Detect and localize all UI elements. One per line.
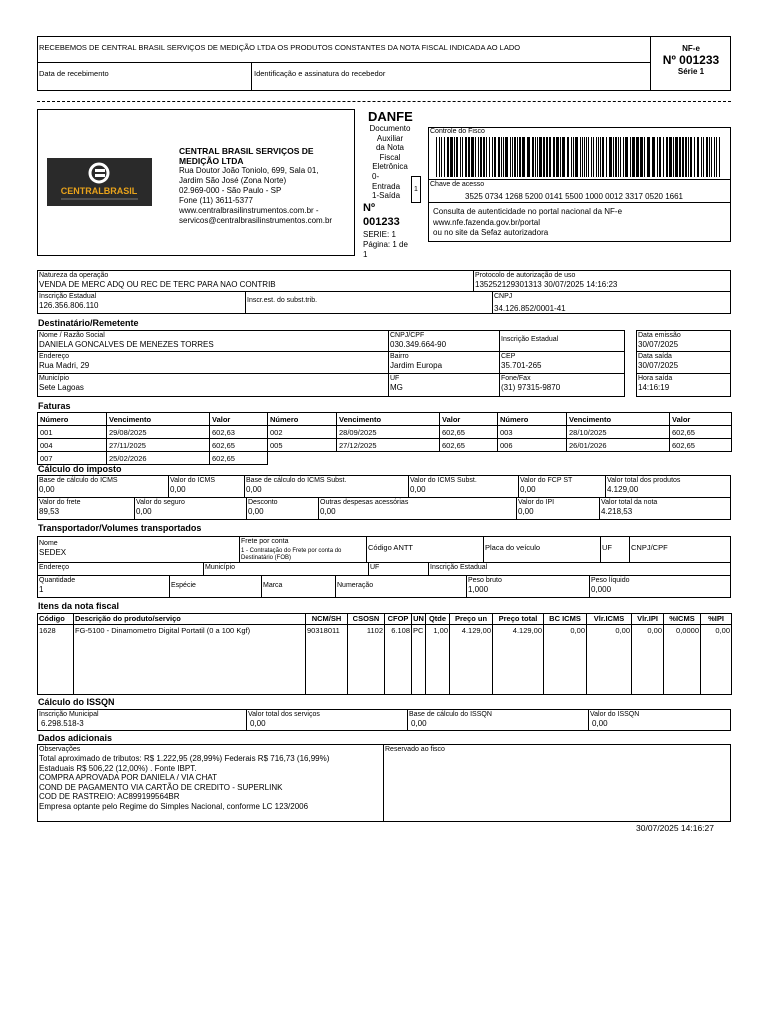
item-cell: 0,00: [544, 625, 587, 637]
observacao-line: Empresa optante pelo Regime do Simples Nacional, conforme LC 123/2006: [39, 801, 309, 811]
entrada-code: 0-: [372, 172, 380, 181]
canhoto-serie: Série 1: [677, 67, 705, 76]
issqn-value: 6.298.518-3: [41, 719, 84, 728]
dest-nome-value: DANIELA GONCALVES DE MENEZES TORRES: [39, 340, 214, 349]
transp-especie-cell: [169, 575, 262, 598]
transp-frete-value2: Destinatário (FOB): [241, 555, 292, 561]
transp-endereco-cell: [37, 562, 204, 576]
transp-uf-label: UF: [602, 543, 612, 552]
fatura-cell: 602,65: [440, 439, 498, 452]
imposto-label: Base de cálculo do ICMS Subst.: [246, 477, 347, 484]
transp-frete-cell: [239, 536, 367, 563]
fatura-cell: [670, 452, 732, 465]
issqn-cell: [37, 709, 247, 731]
danfe-serie: SERIE: 1: [363, 230, 396, 239]
imposto-value: 0,00: [39, 485, 55, 494]
item-cell: 0,00: [587, 625, 632, 637]
fatura-header: Número: [268, 413, 337, 426]
dest-uf-label: UF: [390, 375, 400, 382]
item-cell: 1102: [348, 625, 385, 637]
table-row: [38, 452, 732, 465]
transp-marca-label: Marca: [263, 582, 283, 589]
fatura-cell: 003: [498, 426, 567, 439]
emitente-line: Fone (11) 3611-5377: [179, 196, 253, 205]
transp-placa-cell: [483, 536, 601, 563]
transp-pliq-value: 0,000: [591, 585, 612, 594]
dest-saida-value: 30/07/2025: [638, 361, 679, 370]
danfe-pagina-total: 1: [363, 250, 368, 259]
transp-ie-cell: [428, 562, 731, 576]
imposto-label: Base de cálculo do ICMS: [39, 477, 118, 484]
fatura-cell: 602,65: [670, 426, 732, 439]
item-cell: 90318011: [306, 625, 348, 637]
transp-municipio-label: Município: [205, 564, 235, 571]
observacoes-cell: [37, 744, 384, 822]
imposto-cell: [37, 475, 169, 498]
fatura-cell: 26/01/2026: [567, 439, 670, 452]
fatura-header: Vencimento: [107, 413, 210, 426]
danfe-title: DANFE: [368, 109, 413, 124]
transp-antt-cell: [366, 536, 484, 563]
transp-uf2-label: UF: [370, 564, 380, 571]
transp-nome-cell: [37, 536, 240, 563]
imposto-value: 0,00: [518, 507, 534, 516]
dest-endereco-cell: [37, 351, 389, 374]
imposto-title: Cálculo do imposto: [38, 464, 122, 474]
dest-cep-label: CEP: [501, 353, 516, 360]
observacao-line: Estaduais R$ 506,22 (12,00%) . Fonte IBPT.: [39, 763, 197, 773]
imposto-cell: [599, 497, 731, 520]
fatura-cell: 602,65: [210, 439, 268, 452]
issqn-cell: [246, 709, 408, 731]
observacao-line: COND DE PAGAMENTO VIA CARTÃO DE CREDITO - SUPERLINK: [39, 782, 283, 792]
transp-numeracao-label: Numeração: [337, 582, 374, 589]
reservado-fisco-cell: [383, 744, 731, 822]
imposto-cell: [518, 475, 606, 498]
dest-nome-label: Nome / Razão Social: [39, 332, 105, 339]
reservado-fisco-label: Reservado ao fisco: [385, 746, 445, 753]
item-header: Código: [38, 614, 74, 625]
imposto-label: Valor do seguro: [136, 499, 185, 506]
imposto-value: 4.218,53: [601, 507, 633, 516]
observacoes-label: Observações: [39, 746, 81, 753]
tipo-box: 1: [411, 176, 421, 203]
company-logo: [47, 158, 152, 206]
dest-uf-value: MG: [390, 383, 403, 392]
emitente-line: Jardim São José (Zona Norte): [179, 176, 287, 185]
consulta-link[interactable]: www.nfe.fazenda.gov.br/portal: [433, 217, 541, 227]
dest-cpf-value: 030.349.664-90: [390, 340, 447, 349]
fatura-cell: [337, 452, 440, 465]
fatura-cell: 28/09/2025: [337, 426, 440, 439]
dest-ie-cell: [499, 330, 625, 352]
dest-municipio-cell: [37, 373, 389, 397]
item-cell: FG-5100 - Dinamometro Digital Portatil (0 a 100 Kgf): [74, 625, 306, 637]
emitente-line: Rua Doutor João Toniolo, 699, Sala 01,: [179, 166, 319, 175]
faturas-table: [37, 412, 732, 465]
imposto-value: 4.129,00: [607, 485, 639, 494]
ie-value: 126.356.806.110: [39, 301, 99, 310]
dest-nome-cell: [37, 330, 389, 352]
protocolo-label: Protocolo de autorização de uso: [475, 272, 576, 279]
fatura-cell: 001: [38, 426, 107, 439]
imposto-label: Valor do IPI: [518, 499, 555, 506]
barcode: [436, 137, 723, 177]
dest-bairro-cell: [388, 351, 500, 374]
observacoes-text: [38, 754, 383, 811]
fatura-header: Valor: [670, 413, 732, 426]
transp-pbruto-cell: [466, 575, 590, 598]
transp-especie-label: Espécie: [171, 582, 196, 589]
dest-municipio-value: Sete Lagoas: [39, 383, 84, 392]
receive-date-label: Data de recebimento: [39, 69, 109, 78]
cnpj-label: CNPJ: [494, 293, 513, 300]
fatura-cell: 602,65: [440, 426, 498, 439]
entrada-label: Entrada: [372, 181, 401, 191]
item-cell: 6.108: [385, 625, 412, 637]
dest-endereco-value: Rua Madri, 29: [39, 361, 90, 370]
transp-pliq-cell: [589, 575, 731, 598]
item-header: Preço un: [450, 614, 493, 625]
transp-qtd-cell: [37, 575, 170, 598]
barcode-icon: [436, 137, 723, 177]
imposto-label: Outras despesas acessórias: [320, 499, 409, 506]
imposto-label: Valor do frete: [39, 499, 81, 506]
dest-cpf-label: CNPJ/CPF: [390, 332, 425, 339]
ie-label: Inscrição Estadual: [39, 293, 97, 300]
fatura-cell: [498, 452, 567, 465]
imposto-label: Valor total da nota: [601, 499, 658, 506]
adicionais-title: Dados adicionais: [38, 733, 113, 743]
dest-ie-label: Inscrição Estadual: [501, 336, 559, 343]
iest-label: Inscr.est. do subst.trib.: [247, 297, 318, 304]
dest-cpf-cell: [388, 330, 500, 352]
item-header: NCM/SH: [306, 614, 348, 625]
item-cell: 0,00: [632, 625, 664, 637]
fatura-cell: 25/02/2026: [107, 452, 210, 465]
transp-cnpj-cell: [629, 536, 731, 563]
canhoto-numero: Nº 001233: [662, 53, 720, 67]
imposto-cell: [244, 475, 409, 498]
dest-bairro-label: Bairro: [390, 353, 409, 360]
issqn-label: Inscrição Municipal: [39, 711, 99, 718]
imposto-value: 0,00: [520, 485, 536, 494]
imposto-cell: [605, 475, 731, 498]
danfe-pagina: Página: 1 de: [363, 240, 408, 249]
chave-cell: [428, 179, 731, 203]
fatura-cell: 28/10/2025: [567, 426, 670, 439]
dest-endereco-label: Endereço: [39, 353, 69, 360]
imposto-cell: [246, 497, 319, 520]
item-cell: 1,00: [426, 625, 450, 637]
item-header: CFOP: [385, 614, 412, 625]
transp-uf-cell: [600, 536, 630, 563]
dest-hora-value: 14:16:19: [638, 383, 670, 392]
central-brasil-logo-icon: [47, 158, 152, 206]
dest-fone-label: Fone/Fax: [501, 375, 531, 382]
item-cell: 0,0000: [664, 625, 701, 637]
table-filler-row: [38, 636, 732, 695]
observacao-line: COD DE RASTREIO: AC899199564BR: [39, 792, 180, 801]
consulta-line: Consulta de autenticidade no portal nacional da NF-e: [433, 207, 623, 216]
fatura-cell: 27/11/2025: [107, 439, 210, 452]
item-header: UN: [413, 614, 424, 623]
issqn-label: Valor total dos serviços: [248, 711, 320, 718]
fatura-cell: 002: [268, 426, 337, 439]
emitente-line: www.centralbrasilinstrumentos.com.br -: [179, 206, 319, 215]
table-row: [38, 426, 732, 439]
imposto-value: 0,00: [170, 485, 186, 494]
fatura-header: Valor: [210, 413, 268, 426]
chave-value[interactable]: 3525 0734 1268 5200 0141 5500 1000 0012 3317 0520 1661: [465, 192, 683, 201]
natureza-cell: [37, 270, 474, 292]
imposto-label: Valor total dos produtos: [607, 477, 681, 484]
fatura-cell: 29/08/2025: [107, 426, 210, 439]
danfe-line: Documento: [369, 124, 411, 133]
controle-fisco-label: Controle do Fisco: [430, 128, 485, 135]
imposto-value: 0,00: [246, 485, 262, 494]
fatura-cell: 602,63: [210, 426, 268, 439]
transp-marca-cell: [261, 575, 336, 598]
footer-timestamp: 30/07/2025 14:16:27: [636, 823, 714, 833]
item-cell: PC: [412, 625, 426, 637]
imposto-label: Valor do ICMS: [170, 477, 215, 484]
dest-cep-cell: [499, 351, 625, 374]
natureza-label: Natureza da operação: [39, 272, 109, 279]
transp-frete-value: 1 - Contratação do Frete por conta do: [241, 548, 342, 554]
svg-text:CENTRALBRASIL: CENTRALBRASIL: [60, 186, 138, 196]
imposto-value: 0,00: [320, 507, 336, 516]
item-header: Qtde: [426, 614, 450, 625]
item-header: Descrição do produto/serviço: [74, 614, 306, 625]
dest-emissao-cell: [636, 330, 731, 352]
transp-uf2-cell: [368, 562, 429, 576]
imposto-cell: [37, 497, 135, 520]
protocolo-cell: [473, 270, 731, 292]
iest-cell: [245, 291, 493, 314]
imposto-value: 0,00: [410, 485, 426, 494]
fatura-header: Vencimento: [337, 413, 440, 426]
fatura-cell: 007: [38, 452, 107, 465]
issqn-cell: [588, 709, 731, 731]
item-cell: 1628: [38, 625, 74, 637]
imposto-value: 0,00: [136, 507, 152, 516]
imposto-value: 89,53: [39, 507, 60, 516]
danfe-numero-label: Nº: [363, 202, 375, 214]
fatura-cell: [440, 452, 498, 465]
fatura-cell: 27/12/2025: [337, 439, 440, 452]
saida-label: 1-Saída: [372, 191, 401, 200]
transp-numeracao-cell: [335, 575, 467, 598]
transportador-title: Transportador/Volumes transportados: [38, 523, 202, 533]
item-cell: 4.129,00: [493, 625, 544, 637]
faturas-title: Faturas: [38, 401, 71, 411]
protocolo-value: 135252129301313 30/07/2025 14:16:23: [475, 280, 618, 289]
transp-pbruto-label: Peso bruto: [468, 577, 502, 584]
canhoto-nfe-box: [651, 36, 731, 91]
imposto-label: Desconto: [248, 499, 278, 506]
danfe-subtitle: [362, 124, 418, 172]
cnpj-value: 34.126.852/0001-41: [494, 304, 566, 313]
danfe-line: Fiscal: [379, 152, 401, 162]
transp-antt-label: Código ANTT: [368, 543, 414, 552]
danfe-line: Eletrônica: [372, 162, 408, 171]
dest-hora-label: Hora saída: [638, 375, 673, 382]
item-header: Vlr.IPI: [632, 614, 664, 625]
cut-line: [37, 101, 731, 102]
fatura-cell: 005: [268, 439, 337, 452]
emitente-line: 02.969-000 - São Paulo - SP: [179, 186, 282, 195]
emitente-address: [179, 166, 332, 226]
consulta-line: ou no site da Sefaz autorizadora: [433, 228, 549, 237]
item-cell: 0,00: [701, 625, 732, 637]
danfe-line: Auxiliar: [376, 133, 404, 143]
transp-endereco-label: Endereço: [39, 564, 69, 571]
transp-pbruto-value: 1,000: [468, 585, 489, 594]
ie-cell: [37, 291, 246, 314]
fatura-cell: 602,65: [210, 452, 268, 465]
item-header: %IPI: [701, 614, 732, 625]
issqn-value: 0,00: [592, 719, 608, 728]
fatura-cell: [268, 452, 337, 465]
signature-label: Identificação e assinatura do recebedor: [254, 69, 386, 78]
imposto-label: Valor do ICMS Subst.: [410, 477, 477, 484]
emitente-nome: CENTRAL BRASIL SERVIÇOS DE MEDIÇÃO LTDA: [179, 146, 314, 166]
dest-saida-label: Data saída: [638, 353, 672, 360]
item-header: BC ICMS: [544, 614, 587, 625]
issqn-value: 0,00: [411, 719, 427, 728]
transp-municipio-cell: [203, 562, 369, 576]
fatura-cell: 004: [38, 439, 107, 452]
issqn-cell: [407, 709, 589, 731]
table-row: [38, 625, 732, 637]
transp-ie-label: Inscrição Estadual: [430, 564, 488, 571]
item-header: Preço total: [493, 614, 544, 625]
issqn-label: Base de cálculo do ISSQN: [409, 711, 492, 718]
chave-label: Chave de acesso: [430, 181, 485, 188]
consulta-text: [433, 207, 622, 239]
receive-date-cell[interactable]: [37, 63, 252, 91]
imposto-cell: [516, 497, 600, 520]
transp-pliq-label: Peso líquido: [591, 577, 630, 584]
transp-nome-value: SEDEX: [39, 548, 67, 557]
canhoto-nfe-label: NF-e: [682, 44, 700, 53]
issqn-title: Cálculo do ISSQN: [38, 697, 115, 707]
issqn-value: 0,00: [250, 719, 266, 728]
dest-hora-cell: [636, 373, 731, 397]
imposto-label: Valor do FCP ST: [520, 477, 573, 484]
danfe-numero: 001233: [363, 216, 400, 228]
emitente-line: servicos@centralbrasilinstrumentos.com.br: [179, 216, 333, 225]
table-row: [38, 439, 732, 452]
imposto-value: 0,00: [248, 507, 264, 516]
transp-cnpj-label: CNPJ/CPF: [631, 543, 668, 552]
fatura-cell: 006: [498, 439, 567, 452]
dest-uf-cell: [388, 373, 500, 397]
item-header: Vlr.ICMS: [587, 614, 632, 625]
danfe-line: da Nota: [375, 143, 405, 152]
observacao-line: COMPRA APROVADA POR DANIELA / VIA CHAT: [39, 773, 217, 782]
dest-saida-cell: [636, 351, 731, 374]
fatura-header: Número: [38, 413, 107, 426]
cnpj-cell: [492, 291, 731, 314]
fatura-cell: 602,65: [670, 439, 732, 452]
transp-frete-label: Frete por conta: [241, 538, 289, 545]
imposto-cell: [408, 475, 519, 498]
dest-cep-value: 35.701-265: [501, 361, 542, 370]
observacao-line: Total aproximado de tributos: R$ 1.222,95 (28,99%) Federais R$ 716,73 (16,99%): [39, 754, 330, 763]
dest-municipio-label: Município: [39, 375, 69, 382]
natureza-value: VENDA DE MERC ADQ OU REC DE TERC PARA NAO CONTRIB: [39, 280, 276, 289]
imposto-cell: [134, 497, 247, 520]
item-cell: 4.129,00: [450, 625, 493, 637]
transp-placa-label: Placa do veículo: [485, 543, 541, 552]
dest-emissao-label: Data emissão: [638, 332, 681, 339]
transp-qtd-label: Quantidade: [39, 577, 76, 584]
transp-nome-label: Nome: [39, 540, 58, 547]
fatura-cell: [567, 452, 670, 465]
fatura-header: Valor: [440, 413, 498, 426]
fatura-header: Vencimento: [567, 413, 670, 426]
item-header: %ICMS: [664, 614, 701, 625]
canhoto-text: RECEBEMOS DE CENTRAL BRASIL SERVIÇOS DE MEDIÇÃO LTDA OS PRODUTOS CONSTANTES DA NOTA FISCAL INDICADA AO LADO: [39, 43, 521, 52]
itens-header-row: [38, 614, 732, 625]
itens-title: Itens da nota fiscal: [38, 601, 120, 611]
issqn-label: Valor do ISSQN: [590, 711, 640, 718]
dest-fone-cell: [499, 373, 625, 397]
dest-emissao-value: 30/07/2025: [638, 340, 679, 349]
transp-qtd-value: 1: [39, 585, 44, 594]
itens-table: [37, 613, 732, 695]
signature-cell[interactable]: [252, 63, 651, 91]
destinatario-title: Destinatário/Remetente: [38, 318, 139, 328]
danfe-tipo-labels: [372, 172, 400, 201]
faturas-header-row: [38, 413, 732, 426]
canhoto-text-cell: [37, 36, 651, 63]
dest-fone-value: (31) 97315-9870: [501, 383, 561, 392]
dest-bairro-value: Jardim Europa: [390, 361, 443, 370]
fatura-header: Número: [498, 413, 567, 426]
item-header: CSOSN: [348, 614, 385, 625]
imposto-cell: [168, 475, 245, 498]
imposto-cell: [318, 497, 517, 520]
